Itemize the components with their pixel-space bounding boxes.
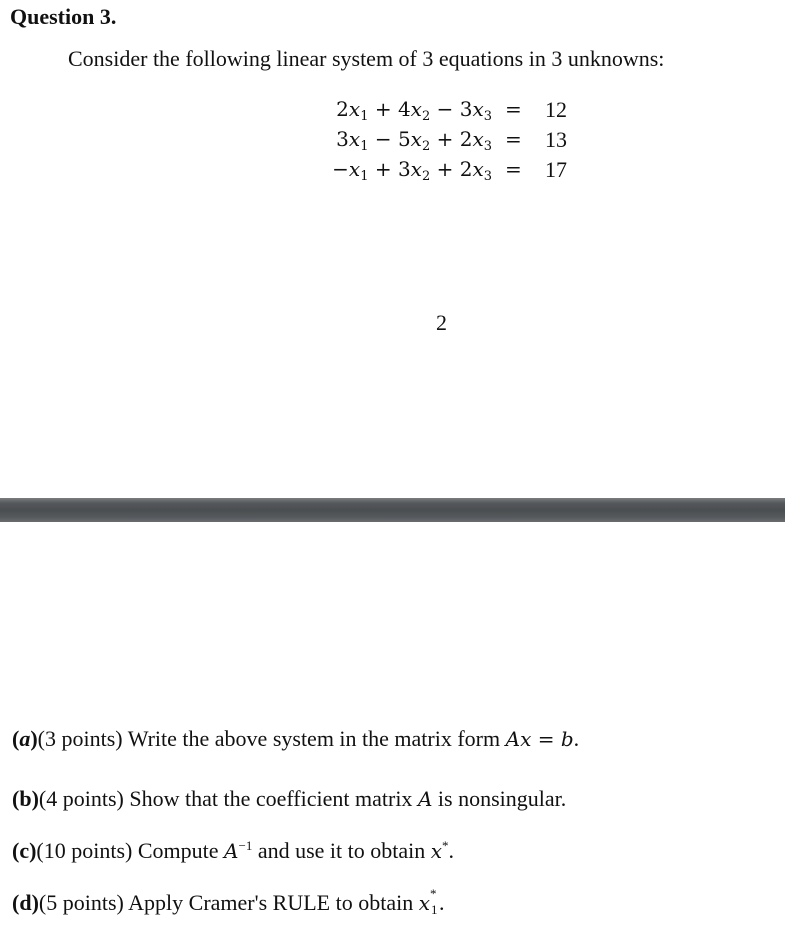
page-divider bbox=[0, 498, 785, 522]
part-label: (a) bbox=[12, 726, 38, 751]
equation-row bbox=[312, 97, 612, 127]
equation-lhs: $2x_1 + 4x_2 - 3x_3$ bbox=[336, 97, 492, 124]
part-d: (d)(5 points) Apply Cramer's RULE to obtain x * 1 . bbox=[12, 886, 445, 917]
question-title: Question 3. bbox=[10, 4, 117, 29]
equals-sign: = bbox=[505, 97, 522, 121]
part-c: (c)(10 points) Compute $A^{-1}$ and use it to obtain x*. bbox=[12, 838, 455, 863]
part-label: (d) bbox=[12, 890, 39, 915]
page-bottom bbox=[0, 522, 785, 929]
part-b: (b)(4 points) Show that the coefficient matrix A is nonsingular. bbox=[12, 786, 567, 811]
equals-sign: = bbox=[505, 157, 522, 181]
page-number: 2 bbox=[436, 310, 447, 335]
equation-system bbox=[312, 97, 612, 187]
equation-row bbox=[312, 127, 612, 157]
part-label: (c) bbox=[12, 838, 37, 863]
equation-lhs: $3x_1 - 5x_2 + 2x_3$ bbox=[336, 127, 492, 154]
equation-row bbox=[312, 157, 612, 187]
equation-rhs: 13 bbox=[545, 127, 567, 152]
equation-lhs: $-x_1 + 3x_2 + 2x_3$ bbox=[332, 157, 492, 184]
part-label: (b) bbox=[12, 786, 39, 811]
question-intro: Consider the following linear system of 3 equations in 3 unknowns: bbox=[68, 46, 665, 71]
part-a: (a)(3 points) Write the above system in the matrix form Ax = b. bbox=[12, 726, 580, 751]
equation-rhs: 17 bbox=[545, 157, 567, 182]
equals-sign: = bbox=[505, 127, 522, 151]
equation-rhs: 12 bbox=[545, 97, 567, 122]
